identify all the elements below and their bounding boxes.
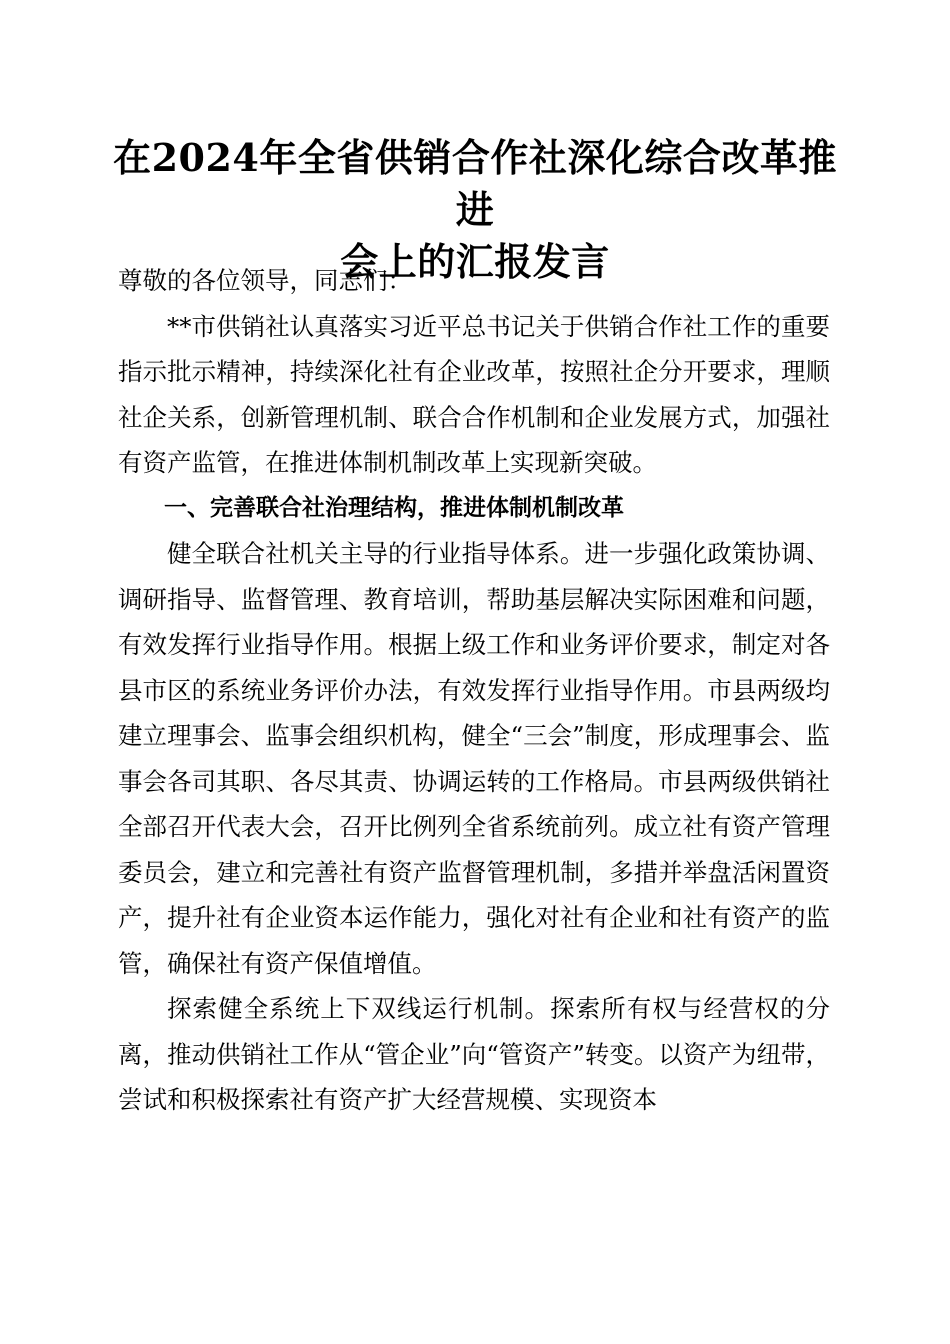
salutation: 尊敬的各位领导，同志们： — [118, 266, 412, 295]
title-line-1: 在2024年全省供销合作社深化综合改革推进 — [113, 135, 837, 232]
section-heading-1: 一、完善联合社治理结构，推进体制机制改革 — [164, 494, 624, 521]
body-paragraph-2: 探索健全系统上下双线运行机制。探索所有权与经营权的分离，推动供销社工作从“管企业”向“管资产”转变。以资产为纽带，尝试和积极探索社有资产扩大经营规模、实现资本 — [118, 994, 830, 1114]
body-paragraph-1: 健全联合社机关主导的行业指导体系。进一步强化政策协调、调研指导、监督管理、教育培训，帮助基层解决实际困难和问题，有效发挥行业指导作用。根据上级工作和业务评价要求，制定对各县市区的系统业务评价办法，有效发挥行业指导作用。市县两级均建立理事会、监事会组织机构，健全“三会”制度，形成理事会、监事会各司其职、各尽其责、协调运转的工作格局。市县两级供销社全部召开代表大会，召开比例列全省系统前列。成立社有资产管理委员会，建立和完善社有资产监督管理机制，多措并举盘活闲置资产，提升社有企业资本运作能力，强化对社有企业和社有资产的监管，确保社有资产保值增值。 — [118, 539, 830, 978]
intro-paragraph: **市供销社认真落实习近平总书记关于供销合作社工作的重要指示批示精神，持续深化社有企业改革，按照社企分开要求，理顺社企关系，创新管理机制、联合合作机制和企业发展方式，加强社有资产监管，在推进体制机制改革上实现新突破。 — [118, 311, 830, 477]
title-line-2: 会上的汇报发言 — [340, 239, 610, 284]
document-body — [118, 258, 830, 1123]
